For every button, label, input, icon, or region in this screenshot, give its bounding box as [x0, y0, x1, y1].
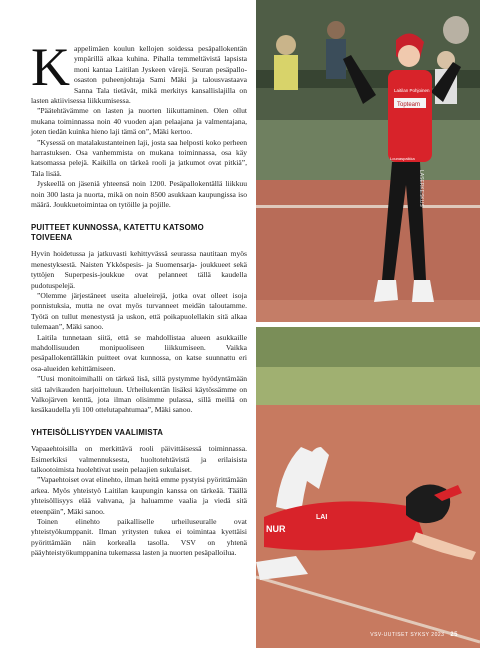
- photo-illustration-top: [256, 0, 480, 322]
- intro-paragraph-1: Kappelimäen koulun kellojen soidessa pesäpallokentän ympärillä alkaa kuhina. Pihalla temmeltävistä lapsista moni kantaa Laitilan Jyskeen värejä. Seuran pesäpallo-osaston puheenjohtaja Sami Mäki ja talousvastaava Sanna Tala tietävät, mikä merkitys kansallislajilla on lasten aktiivisessa liikkumisessa.: [31, 37, 247, 106]
- slide-jersey-text-lai: LAI: [316, 514, 328, 521]
- jersey-text-topteam: Topteam: [397, 102, 421, 108]
- section2-paragraph-3: Toinen elinehto paikalliselle urheiluseuralle ovat yhteistyökumppanit. Ilman yritysten tukea ei toimintaa kyettäisi pyörittämään näin korkealla tasolla. VSV on yhtenä pääyhteistyökumppanina tukemassa lasten ja nuorten pesäpalloilua.: [31, 517, 247, 558]
- intro-paragraph-3: ”Kysessä on matalakustanteinen laji, josta saa helposti koko perheen harrastuksen. Osa vanhemmista on mukana toiminnassa, osa käy katsomassa pelejä. Kaikilla on tärkeä rooli ja jatkumot ovat pitkiä”, Tala lisää.: [31, 137, 247, 178]
- section2-paragraph-2: ”Vapaehtoiset ovat elinehto, ilman heitä emme pystyisi pyörittämään arkea. Myös yhteistyö Laitilan kaupungin kanssa on tärkeää. Täällä yhteisöllisyys elää vahvana, ja haluamme vaalia ja viedä sitä eteenpäin”, Mäki sanoo.: [31, 475, 247, 516]
- section2-paragraph-1: Vapaaehtoisilla on merkittävä rooli päivittäisessä toiminnassa. Esimerkiksi valmennuksesta, huoltotehtävistä ja erilaisista talkootoimista huolehtivat usein pelaajien sukulaiset.: [31, 444, 247, 475]
- photo-player-celebrating: [256, 0, 480, 322]
- intro-paragraph-2: ”Päätehtävämme on lasten ja nuorten liikuttaminen. Olen ollut mukana toiminnassa noin 40 vuoden ajan pelaajana ja valmentajana, joten tiedän kuinka hieno laji tämä on”, Mäki kertoo.: [31, 106, 247, 137]
- page-number: 25: [450, 632, 458, 638]
- section-heading-facilities: PUITTEET KUNNOSSA, KATETTU KATSOMO TOIVEENA: [31, 222, 204, 242]
- photo-player-sliding: [256, 327, 480, 648]
- page-footer: [370, 632, 458, 638]
- section-heading-community: YHTEISÖLLISYYDEN VAALIMISTA: [31, 427, 164, 437]
- section1-paragraph-3: Laitila tunnetaan siitä, että se mahdollistaa alueen asukkaille mahdollisuuden monipuoliseen liikkumiseen. Vaikka pesäpallokentälläkin puitteet ovat kunnossa, on katse suunnattu eri osa-alueiden kehittämiseen.: [31, 332, 247, 373]
- section1-paragraph-2: ”Olemme järjestäneet useita alueleirejä, jotka ovat olleet isoja ponnistuksia, mutta ne ovat myös turvanneet meidän taloutamme. Työtä on tullut menestystä ja uskon, että poikapuolellakin sitä alkaa tulemaan”, Mäki sanoo.: [31, 290, 247, 332]
- photo-illustration-bottom: [256, 327, 480, 648]
- jersey-text-lounas: Lounaspaikka: [390, 156, 415, 161]
- intro-paragraph-4: Jyskeellä on jäseniä yhteensä noin 1200. Pesäpallokentällä liikkuu noin 300 lasta ja nuorta, mikä on noin 8500 asukkaan kaupungissa iso määrä. Joukkuetoimintaa on tytöille ja pojille.: [31, 179, 247, 210]
- section1-paragraph-1: Hyvin hoidetussa ja jatkuvasti kehittyvässä seurassa nautitaan myös menestyksestä. Naisten Ykköspesis- ja Suomensarja- joukkueet sekä tyttöjen Superpesis-joukkue ovat pelanneet tällä kaudella pudotuspelejä.: [31, 249, 247, 290]
- section1-paragraph-4: ”Uusi monitoimihalli on tärkeä lisä, sillä pystymme hyödyntämään sitä talvikauden harjoitteluun. Urheilukentän lisäksi käytössämme on Valkojärven kenttä, jota ilman olisimme pulassa, sillä meillä on kesäkaudella yli 100 ottelutapahtumaa”, Mäki sanoo.: [31, 374, 247, 415]
- slide-jersey-text-nur: NUR: [266, 524, 286, 534]
- magazine-name: VSV-UUTISET SYKSY 2023: [370, 632, 445, 638]
- jersey-text-sponsor: Laitilan Pohjoinen: [394, 88, 430, 93]
- article-text-column: [31, 37, 247, 559]
- pants-text: LASERKESKUS: [418, 170, 424, 207]
- drop-cap: K: [31, 37, 70, 97]
